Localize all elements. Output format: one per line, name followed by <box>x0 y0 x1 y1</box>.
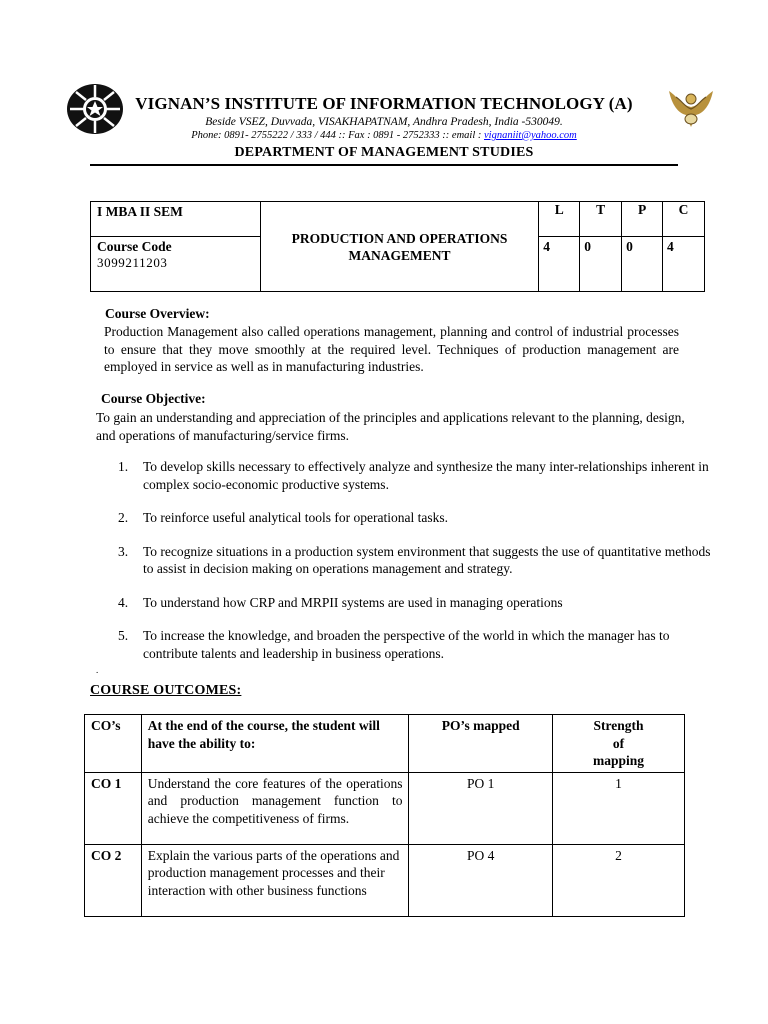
institute-name: VIGNAN’S INSTITUTE OF INFORMATION TECHNOLOGY (A) <box>135 94 633 113</box>
col-header-co: CO’s <box>85 715 142 773</box>
course-title-text: PRODUCTION AND OPERATIONS MANAGEMENT <box>291 230 508 263</box>
list-item <box>118 627 718 662</box>
list-item <box>118 509 718 527</box>
ltpc-header-p: P <box>622 202 663 237</box>
list-item <box>118 594 718 612</box>
col-header-po: PO’s mapped <box>409 715 553 773</box>
ltpc-header-c: C <box>663 202 705 237</box>
semester-cell: I MBA II SEM <box>91 202 261 237</box>
table-row <box>85 772 685 844</box>
list-text: To recognize situations in a production system environment that suggests the use of quantitative methods to assist in decision making on operations management and strategy. <box>143 543 711 576</box>
table-row <box>85 844 685 916</box>
header-divider <box>90 164 678 166</box>
po-mapped: PO 1 <box>409 772 553 844</box>
overview-heading: Course Overview: <box>105 306 210 321</box>
email-link[interactable]: vignaniit@yahoo.com <box>484 130 577 141</box>
list-number: 3. <box>118 543 129 559</box>
course-info-table <box>90 201 705 292</box>
co-description: Explain the various parts of the operations and production management processes and their interaction with other business functions <box>141 844 409 916</box>
course-code-value: 3099211203 <box>97 255 168 270</box>
co-id: CO 2 <box>85 844 142 916</box>
course-code-cell <box>91 237 261 292</box>
list-text: To reinforce useful analytical tools for operational tasks. <box>143 510 448 525</box>
outcomes-table <box>84 714 685 917</box>
col-header-strength: Strength of mapping <box>552 715 684 773</box>
ltpc-value-l: 4 <box>539 237 580 292</box>
ltpc-header-l: L <box>539 202 580 237</box>
objective-text: To gain an understanding and appreciation of the principles and applications relevant to the planning, design, and operations of manufacturing/service firms. <box>96 410 685 443</box>
ltpc-value-t: 0 <box>580 237 622 292</box>
objective-heading: Course Objective: <box>101 391 206 406</box>
list-text: To develop skills necessary to effectively analyze and synthesize the many inter-relationships inherent in complex socio-economic productive systems. <box>143 459 709 492</box>
col-header-ability: At the end of the course, the student will have the ability to: <box>141 715 409 773</box>
stray-dot: . <box>96 665 99 675</box>
list-number: 4. <box>118 594 129 610</box>
ltpc-value-p: 0 <box>622 237 663 292</box>
list-item <box>118 458 718 493</box>
co-id: CO 1 <box>85 772 142 844</box>
objective-list <box>118 458 718 678</box>
list-item <box>118 543 718 578</box>
course-code-label: Course Code <box>97 239 172 254</box>
list-number: 1. <box>118 459 129 474</box>
list-text: To increase the knowledge, and broaden the perspective of the world in which the manager has to contribute talents and leadership in business operations. <box>143 628 670 661</box>
list-number: 2. <box>118 510 129 525</box>
list-text: To understand how CRP and MRPII systems are used in managing operations <box>143 594 563 610</box>
institute-contact <box>0 130 768 141</box>
phone-fax-text: Phone: 0891- 2755222 / 333 / 444 :: Fax : 0891 - 2752333 :: email : <box>191 130 484 141</box>
ltpc-header-t: T <box>580 202 622 237</box>
department-name: DEPARTMENT OF MANAGEMENT STUDIES <box>234 145 534 160</box>
po-mapped: PO 4 <box>409 844 553 916</box>
mapping-strength: 2 <box>552 844 684 916</box>
overview-text: Production Management also called operations management, planning and control of industrial processes to ensure that they move smoothly at the required level. Techniques of production management are employed in service as well as in manufacturing industries. <box>104 324 679 374</box>
course-title <box>260 202 539 292</box>
ltpc-value-c: 4 <box>663 237 705 292</box>
mapping-strength: 1 <box>552 772 684 844</box>
institute-address: Beside VSEZ, Duvvada, VISAKHAPATNAM, Andhra Pradesh, India -530049. <box>205 116 563 128</box>
outcomes-heading: COURSE OUTCOMES: <box>90 683 242 698</box>
list-number: 5. <box>118 628 129 643</box>
co-description: Understand the core features of the operations and production management function to achieve the competitiveness of firms. <box>141 772 409 844</box>
